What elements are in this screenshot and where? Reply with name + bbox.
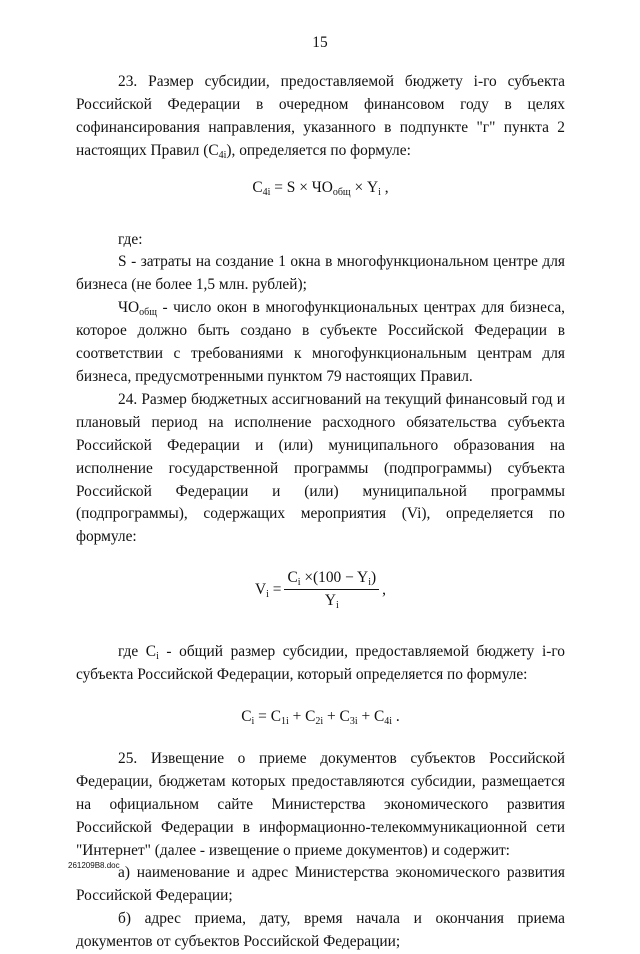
formula-term: = C — [254, 708, 281, 726]
subscript: 4i — [218, 149, 227, 161]
definition-s: S - затраты на создание 1 окна в многофункциональном центре для бизнеса (не более 1,5 млн. рублей); — [76, 253, 565, 294]
paragraph-23-text: 23. Размер субсидии, предоставляемой бюджету i-го субъекта Российской Федерации в очередном финансовом году в целях софинансирования направления, указанного в подпункте "г" пункта 2 настоящих Правил (C — [76, 73, 565, 159]
paragraph-23 — [76, 71, 565, 163]
subscript: i — [378, 186, 381, 198]
formula-term: Y — [324, 592, 336, 610]
formula-term: V — [255, 580, 267, 598]
formula-term: = S × ЧО — [270, 178, 333, 196]
formula-term: C — [287, 569, 298, 587]
paragraph-23-end: ), определяется по формуле: — [226, 141, 411, 159]
subscript: i — [368, 577, 371, 589]
page-number: 15 — [312, 34, 328, 51]
subscript: 4i — [262, 186, 271, 198]
formula-term: ×(100 − Y — [300, 569, 369, 587]
fraction-numerator — [284, 568, 379, 590]
formula-term: , — [380, 178, 389, 196]
subscript: i — [156, 651, 159, 663]
paragraph-24: 24. Размер бюджетных ассигнований на текущий финансовый год и плановый период на исполнение расходного обязательства субъекта Российской Федерации и (или) муниципального образования на исполнение государственной программы (подпрограммы) субъекта Российской Федерации и (или) муниципальной программы (подпрограммы), содержащих мероприятия (Vi), определяется по формуле: — [76, 390, 565, 546]
formula-term: , — [382, 580, 386, 598]
subscript: общ — [139, 307, 157, 319]
formula-term: C — [241, 708, 252, 726]
subscript: 1i — [280, 716, 289, 728]
subscript: общ — [332, 186, 351, 198]
definition-text: - число окон в многофункциональных центрах для бизнеса, которое должно быть создано в субъекте Российской Федерации в соответствии с требованиями к многофункциональным центрам для бизнеса, предусмотренными пунктом 79 настоящих Правил. — [76, 299, 565, 385]
formula-fraction — [284, 568, 379, 612]
file-name-footer: 261209B8.doc — [68, 861, 120, 870]
formula-ci — [76, 706, 565, 729]
subscript: i — [297, 577, 301, 589]
subscript: i — [251, 716, 255, 728]
subscript: i — [266, 588, 269, 600]
formula-term: + C — [288, 708, 316, 726]
formula-lhs: $V_i$ = — [255, 580, 282, 600]
formula-term: C — [252, 178, 263, 196]
formula-c4i — [76, 177, 565, 200]
formula-term: × Y — [350, 178, 379, 196]
document-body — [76, 71, 565, 954]
formula-term: + C — [323, 708, 350, 726]
list-item-a: а) наименование и адрес Министерства экономического развития Российской Федерации; — [76, 864, 565, 905]
where-label: где: — [118, 230, 143, 248]
paragraph-25: 25. Извещение о приеме документов субъектов Российской Федерации, бюджетам которых предоставляются субсидии, размещается на официальном сайте Министерства экономического развития Российской Федерации в информационно-телекоммуникационной сети "Интернет" (далее - извещение о приеме документов) и содержит: — [76, 749, 565, 859]
definition-ci — [76, 641, 565, 687]
definition-cho — [76, 297, 565, 389]
fraction-denominator — [325, 590, 339, 612]
formula-vi — [76, 563, 565, 617]
subscript: 4i — [384, 716, 393, 728]
formula-term: ) — [370, 569, 377, 587]
list-item-b: б) адрес приема, дату, время начала и окончания приема документов от субъектов Российской Федерации; — [76, 910, 565, 951]
subscript: i — [335, 600, 339, 612]
definition-symbol: ЧО — [118, 299, 140, 317]
definition-symbol: где C — [118, 643, 157, 661]
formula-term: . — [392, 708, 400, 726]
subscript: 2i — [315, 716, 324, 728]
subscript: 3i — [349, 716, 358, 728]
definition-text: - общий размер субсидии, предоставляемой бюджету i-го субъекта Российской Федерации, который определяется по формуле: — [76, 643, 565, 684]
formula-term: + C — [357, 708, 385, 726]
